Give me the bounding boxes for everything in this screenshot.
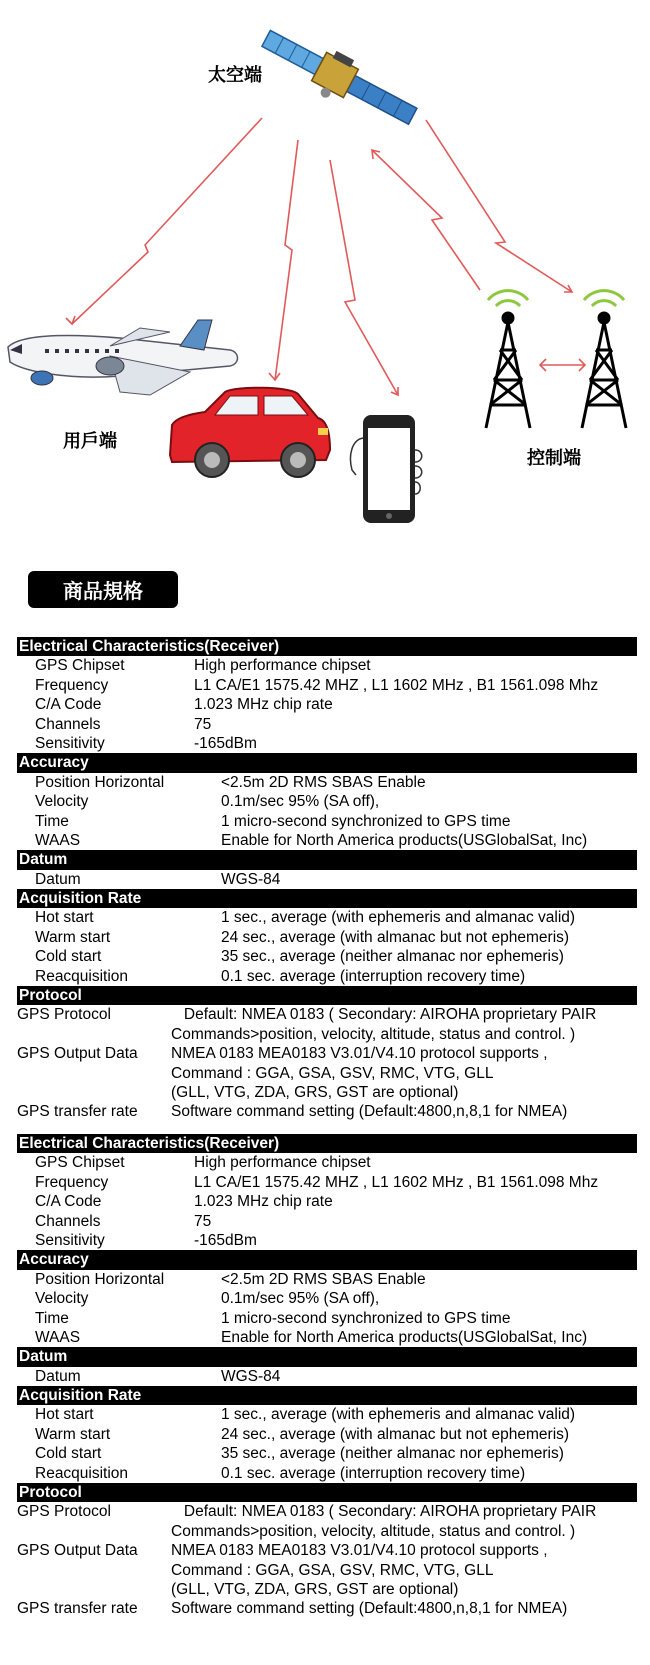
receiver-row [17, 695, 637, 714]
accuracy-value: Enable for North America products(USGlobalSat, Inc) [221, 831, 588, 849]
receiver-section-header: Electrical Characteristics(Receiver) [17, 637, 637, 656]
acquisition-key: Cold start [35, 948, 102, 966]
spec-block [17, 637, 637, 1122]
acquisition-key: Warm start [35, 1425, 111, 1443]
cell-tower-icon [486, 291, 626, 428]
protocol-value [171, 1541, 548, 1599]
protocol-value-line: Commands>position, velocity, altitude, status and control. ) [171, 1522, 576, 1540]
receiver-row [17, 734, 637, 753]
protocol-section-header: Protocol [17, 1483, 637, 1502]
acquisition-key: Reacquisition [35, 1464, 129, 1482]
receiver-row [17, 1153, 637, 1172]
acquisition-row [17, 908, 637, 927]
acquisition-key: Warm start [35, 928, 111, 946]
user-segment-label: 用戶端 [63, 431, 117, 452]
receiver-value: 1.023 MHz chip rate [194, 696, 333, 714]
accuracy-key: Velocity [35, 1290, 89, 1308]
protocol-row [17, 1599, 637, 1618]
datum-section-header: Datum [17, 1347, 637, 1366]
control-segment-label: 控制端 [527, 448, 581, 469]
acquisition-row [17, 1405, 637, 1424]
accuracy-value: <2.5m 2D RMS SBAS Enable [221, 1270, 426, 1288]
acquisition-value: 35 sec., average (neither almanac nor ephemeris) [221, 948, 564, 966]
acquisition-value: 0.1 sec. average (interruption recovery time) [221, 967, 526, 985]
acquisition-key: Cold start [35, 1445, 102, 1463]
receiver-section-header: Electrical Characteristics(Receiver) [17, 1134, 637, 1153]
acquisition-value: 1 sec., average (with ephemeris and almanac valid) [221, 1406, 576, 1424]
protocol-value [171, 1599, 567, 1618]
acquisition-key: Hot start [35, 1406, 94, 1424]
receiver-row [17, 1212, 637, 1231]
acquisition-row [17, 967, 637, 986]
datum-row [17, 1367, 637, 1386]
receiver-value: -165dBm [194, 1231, 257, 1249]
protocol-value [171, 1502, 596, 1541]
accuracy-value: 1 micro-second synchronized to GPS time [221, 812, 511, 830]
receiver-key: Sensitivity [35, 1231, 105, 1249]
receiver-value: High performance chipset [194, 657, 371, 675]
receiver-row [17, 676, 637, 695]
acquisition-row [17, 1444, 637, 1463]
protocol-row [17, 1102, 637, 1121]
datum-value: WGS-84 [221, 1367, 281, 1385]
accuracy-row [17, 1270, 637, 1289]
airplane-icon [8, 320, 238, 395]
receiver-key: GPS Chipset [35, 657, 125, 675]
protocol-value-line: Command : GGA, GSA, GSV, RMC, VTG, GLL [171, 1064, 494, 1082]
protocol-section-header: Protocol [17, 986, 637, 1005]
protocol-key: GPS transfer rate [17, 1600, 138, 1618]
receiver-value: High performance chipset [194, 1154, 371, 1172]
receiver-value: L1 CA/E1 1575.42 MHZ , L1 1602 MHz , B1 1561.098 Mhz [194, 1173, 599, 1191]
acquisition-value: 0.1 sec. average (interruption recovery time) [221, 1464, 526, 1482]
accuracy-section-header: Accuracy [17, 1250, 637, 1269]
accuracy-value: 1 micro-second synchronized to GPS time [221, 1309, 511, 1327]
protocol-key: GPS Output Data [17, 1542, 138, 1560]
receiver-key: C/A Code [35, 696, 102, 714]
protocol-value-line: NMEA 0183 MEA0183 V3.01/V4.10 protocol supports , [171, 1542, 548, 1560]
space-segment-label: 太空端 [208, 65, 262, 86]
protocol-value-line: Commands>position, velocity, altitude, status and control. ) [171, 1025, 576, 1043]
accuracy-value: 0.1m/sec 95% (SA off), [221, 793, 380, 811]
protocol-value-line: Default: NMEA 0183 ( Secondary: AIROHA proprietary PAIR [171, 1503, 597, 1521]
receiver-row [17, 1192, 637, 1211]
datum-section-header: Datum [17, 850, 637, 869]
protocol-row [17, 1541, 637, 1599]
accuracy-row [17, 831, 637, 850]
protocol-value-line: Command : GGA, GSA, GSV, RMC, VTG, GLL [171, 1561, 494, 1579]
receiver-key: Frequency [35, 676, 109, 694]
acquisition-row [17, 1425, 637, 1444]
acquisition-value: 35 sec., average (neither almanac nor ephemeris) [221, 1445, 564, 1463]
receiver-key: GPS Chipset [35, 1154, 125, 1172]
receiver-row [17, 656, 637, 675]
protocol-value [171, 1102, 567, 1121]
protocol-key: GPS Protocol [17, 1006, 111, 1024]
datum-row [17, 870, 637, 889]
protocol-value-line: Software command setting (Default:4800,n,8,1 for NMEA) [171, 1103, 568, 1121]
accuracy-value: Enable for North America products(USGlobalSat, Inc) [221, 1328, 588, 1346]
acquisition-key: Reacquisition [35, 967, 129, 985]
spec-block [17, 1134, 637, 1619]
protocol-key: GPS Protocol [17, 1503, 111, 1521]
protocol-value [171, 1044, 548, 1102]
protocol-value-line: (GLL, VTG, ZDA, GRS, GST are optional) [171, 1580, 459, 1598]
receiver-row [17, 1231, 637, 1250]
accuracy-key: Velocity [35, 793, 89, 811]
protocol-row [17, 1044, 637, 1102]
acquisition-value: 1 sec., average (with ephemeris and almanac valid) [221, 909, 576, 927]
accuracy-key: WAAS [35, 1328, 81, 1346]
satellite-icon [254, 19, 423, 138]
acquisition-value: 24 sec., average (with almanac but not ephemeris) [221, 928, 570, 946]
acquisition-key: Hot start [35, 909, 94, 927]
smartphone-icon [350, 415, 421, 523]
acquisition-row [17, 1464, 637, 1483]
receiver-value: 75 [194, 1212, 212, 1230]
acquisition-section-header: Acquisition Rate [17, 889, 637, 908]
receiver-value: L1 CA/E1 1575.42 MHZ , L1 1602 MHz , B1 1561.098 Mhz [194, 676, 599, 694]
receiver-key: Frequency [35, 1173, 109, 1191]
product-spec-badge: 商品規格 [28, 571, 178, 608]
receiver-row [17, 1173, 637, 1192]
accuracy-section-header: Accuracy [17, 753, 637, 772]
protocol-value [171, 1005, 596, 1044]
accuracy-key: Time [35, 1309, 69, 1327]
accuracy-key: Position Horizontal [35, 773, 165, 791]
datum-key: Datum [35, 1367, 81, 1385]
receiver-value: 1.023 MHz chip rate [194, 1193, 333, 1211]
accuracy-value: <2.5m 2D RMS SBAS Enable [221, 773, 426, 791]
accuracy-row [17, 1289, 637, 1308]
protocol-key: GPS transfer rate [17, 1103, 138, 1121]
protocol-row [17, 1005, 637, 1044]
protocol-row [17, 1502, 637, 1541]
accuracy-row [17, 1309, 637, 1328]
datum-key: Datum [35, 870, 81, 888]
receiver-value: -165dBm [194, 734, 257, 752]
accuracy-row [17, 773, 637, 792]
accuracy-value: 0.1m/sec 95% (SA off), [221, 1290, 380, 1308]
receiver-key: Sensitivity [35, 734, 105, 752]
acquisition-row [17, 947, 637, 966]
protocol-value-line: Software command setting (Default:4800,n,8,1 for NMEA) [171, 1600, 568, 1618]
protocol-value-line: NMEA 0183 MEA0183 V3.01/V4.10 protocol supports , [171, 1045, 548, 1063]
accuracy-row [17, 812, 637, 831]
accuracy-key: Position Horizontal [35, 1270, 165, 1288]
receiver-key: C/A Code [35, 1193, 102, 1211]
acquisition-row [17, 928, 637, 947]
receiver-row [17, 715, 637, 734]
accuracy-key: Time [35, 812, 69, 830]
protocol-key: GPS Output Data [17, 1045, 138, 1063]
datum-value: WGS-84 [221, 870, 281, 888]
car-icon [170, 388, 330, 477]
acquisition-section-header: Acquisition Rate [17, 1386, 637, 1405]
accuracy-row [17, 1328, 637, 1347]
accuracy-row [17, 792, 637, 811]
protocol-value-line: Default: NMEA 0183 ( Secondary: AIROHA proprietary PAIR [171, 1006, 597, 1024]
receiver-key: Channels [35, 715, 101, 733]
acquisition-value: 24 sec., average (with almanac but not ephemeris) [221, 1425, 570, 1443]
receiver-value: 75 [194, 715, 212, 733]
receiver-key: Channels [35, 1212, 101, 1230]
protocol-value-line: (GLL, VTG, ZDA, GRS, GST are optional) [171, 1083, 459, 1101]
accuracy-key: WAAS [35, 831, 81, 849]
